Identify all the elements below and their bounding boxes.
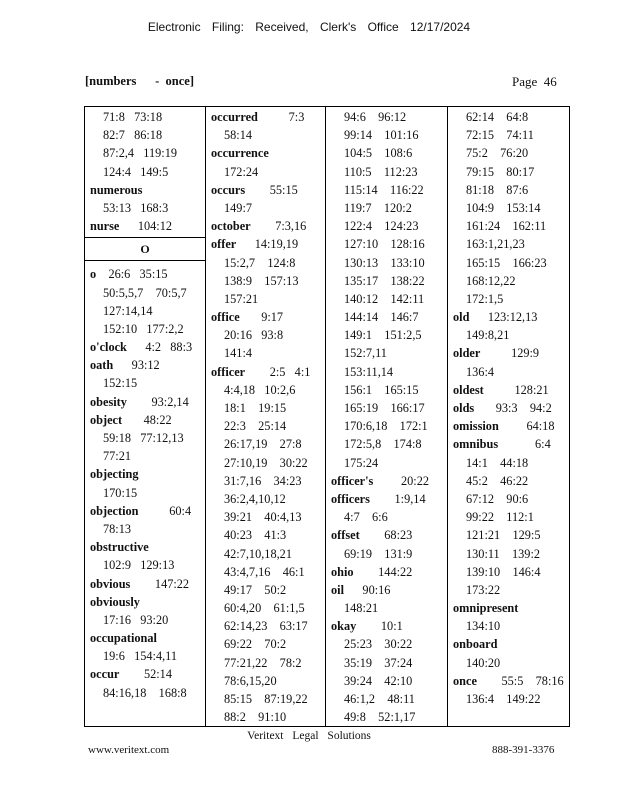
reference-line: 31:7,16 34:23	[224, 473, 302, 488]
term-word: o	[90, 267, 97, 282]
reference-line: 141:4	[224, 346, 253, 361]
reference-line: 39:21 40:4,13	[224, 510, 302, 525]
footer-website: www.veritext.com	[88, 744, 170, 756]
reference-line: 130:11 139:2	[466, 546, 541, 561]
reference-line: 88:2 91:10	[224, 710, 287, 725]
term-references: 93:3 94:2	[474, 401, 552, 415]
term-word: objecting	[90, 467, 139, 482]
filing-stamp: Electronic Filing: Received, Clerk's Office 12/17/2024	[147, 20, 471, 34]
term-references: 147:22	[130, 576, 190, 591]
index-term	[85, 356, 205, 374]
reference-line: 67:12 90:6	[466, 491, 529, 506]
index-term	[206, 363, 325, 381]
index-column-2	[206, 107, 326, 726]
term-references: 9:17	[239, 310, 284, 325]
reference-line: 78:13	[103, 521, 132, 536]
reference-line: 42:7,10,18,21	[224, 546, 292, 561]
reference-line: 149:1 151:2,5	[344, 328, 422, 343]
reference-line: 163:1,21,23	[466, 237, 525, 252]
reference-line: 72:15 74:11	[466, 128, 534, 143]
term-references: 68:23	[359, 528, 413, 543]
reference-line: 20:16 93:8	[224, 328, 284, 343]
reference-line: 99:22 112:1	[466, 510, 534, 525]
reference-line: 59:18 77:12,13	[103, 431, 184, 445]
footer-company: Veritext Legal Solutions	[247, 730, 371, 742]
reference-line: 62:14,23 63:17	[224, 619, 308, 634]
reference-line: 124:4 149:5	[103, 164, 169, 179]
index-term	[206, 235, 325, 253]
reference-line: 69:22 70:2	[224, 637, 287, 652]
reference-line: 149:8,21	[466, 328, 510, 343]
index-term	[326, 581, 447, 599]
reference-line: 27:10,19 30:22	[224, 455, 308, 470]
term-references: 64:18	[498, 419, 555, 434]
term-word: obvious	[90, 576, 131, 591]
term-references: 55:15	[245, 182, 298, 197]
index-term	[85, 665, 205, 683]
reference-line: 77:21,22 78:2	[224, 655, 302, 670]
term-word: obstructive	[90, 540, 149, 555]
reference-line: 26:17,19 27:8	[224, 437, 302, 452]
term-word: old	[453, 310, 470, 325]
index-term	[85, 393, 205, 411]
reference-line: 152:10 177:2,2	[103, 321, 184, 336]
term-references: 123:12,13	[469, 310, 538, 325]
reference-line: 149:7	[224, 200, 253, 215]
reference-line: 78:6,15,20	[224, 673, 277, 688]
reference-line: 50:5,5,7 70:5,7	[103, 285, 187, 300]
term-word: offset	[331, 528, 360, 543]
term-word: o'clock	[90, 340, 127, 355]
reference-line: 165:15 166:23	[466, 255, 547, 270]
reference-line: 62:14 64:8	[466, 110, 529, 124]
reference-line: 161:24 162:11	[466, 219, 547, 234]
reference-line: 152:15	[103, 376, 138, 391]
index-term	[326, 617, 447, 635]
reference-line: 172:5,8 174:8	[344, 437, 422, 452]
index-term	[85, 181, 205, 199]
index-column-4	[448, 107, 569, 726]
reference-line: 85:15 87:19,22	[224, 692, 308, 706]
term-word: office	[211, 310, 240, 325]
term-word: occurred	[211, 110, 258, 124]
term-references: 144:22	[353, 564, 413, 579]
term-word: officer's	[331, 473, 374, 488]
index-term	[448, 399, 569, 417]
index-term	[85, 465, 205, 483]
reference-line: 175:24	[344, 455, 379, 470]
term-word: oil	[331, 582, 344, 597]
index-term	[206, 308, 325, 326]
reference-line: 102:9 129:13	[103, 558, 175, 573]
term-word: officers	[331, 491, 370, 506]
reference-line: 40:23 41:3	[224, 528, 287, 543]
reference-line: 35:19 37:24	[344, 655, 413, 670]
reference-line: 94:6 96:12	[344, 110, 407, 124]
index-term	[206, 181, 325, 199]
reference-line: 168:12,22	[466, 273, 516, 288]
index-term	[85, 575, 205, 593]
term-word: oath	[90, 358, 114, 373]
term-word: olds	[453, 401, 475, 415]
reference-line: 156:1 165:15	[344, 382, 419, 397]
reference-line: 130:13 133:10	[344, 255, 425, 270]
term-word: onboard	[453, 637, 498, 652]
term-word: numerous	[90, 182, 143, 197]
reference-line: 121:21 129:5	[466, 528, 541, 543]
index-term	[326, 526, 447, 544]
term-references: 10:1	[356, 619, 403, 634]
term-word: objection	[90, 503, 139, 518]
index-term	[448, 599, 569, 617]
reference-line: 172:24	[224, 164, 259, 179]
index-term	[85, 265, 205, 283]
term-references: 48:22	[122, 412, 172, 427]
term-word: object	[90, 412, 123, 427]
reference-line: 152:7,11	[344, 346, 387, 361]
term-references: 7:3,16	[250, 219, 307, 234]
reference-line: 170:6,18 172:1	[344, 419, 428, 434]
term-references: 2:5 4:1	[245, 364, 311, 379]
reference-line: 134:10	[466, 619, 501, 634]
reference-line: 110:5 112:23	[344, 164, 418, 179]
index-term	[85, 538, 205, 556]
reference-line: 172:1,5	[466, 291, 504, 306]
term-word: obviously	[90, 594, 140, 609]
reference-line: 138:9 157:13	[224, 273, 299, 288]
reference-line: 144:14 146:7	[344, 310, 419, 325]
index-term	[85, 338, 205, 356]
reference-line: 77:21	[103, 449, 132, 464]
reference-line: 115:14 116:22	[344, 182, 424, 197]
index-term	[448, 635, 569, 653]
reference-line: 14:1 44:18	[466, 455, 529, 470]
page-number: Page 46	[512, 74, 557, 89]
index-term	[448, 308, 569, 326]
reference-line: 136:4 149:22	[466, 692, 541, 706]
index-column-1	[85, 107, 206, 726]
reference-line: 104:5 108:6	[344, 146, 413, 161]
index-term	[448, 417, 569, 435]
reference-line: 60:4,20 61:1,5	[224, 601, 305, 616]
reference-line: 170:15	[103, 485, 138, 500]
reference-line: 79:15 80:17	[466, 164, 535, 179]
reference-line: 49:17 50:2	[224, 582, 287, 597]
term-references: 129:9	[480, 346, 540, 361]
term-word: obesity	[90, 394, 127, 409]
reference-line: 82:7 86:18	[103, 128, 163, 143]
index-term	[85, 629, 205, 647]
term-word: officer	[211, 364, 246, 379]
reference-line: 69:19 131:9	[344, 546, 413, 561]
term-word: occur	[90, 667, 120, 682]
reference-line: 17:16 93:20	[103, 612, 169, 627]
reference-line: 87:2,4 119:19	[103, 146, 178, 161]
index-term	[206, 217, 325, 235]
index-term	[326, 472, 447, 490]
reference-line: 58:14	[224, 128, 253, 143]
term-references: 1:9,14	[369, 491, 426, 506]
reference-line: 43:4,7,16 46:1	[224, 564, 305, 579]
reference-line: 18:1 19:15	[224, 401, 287, 415]
letter-heading: O	[85, 237, 205, 261]
term-references: 6:4	[498, 437, 551, 452]
term-references: 128:21	[483, 382, 549, 397]
reference-line: 19:6 154:4,11	[103, 649, 178, 664]
reference-line: 84:16,18 168:8	[103, 685, 187, 700]
reference-line: 119:7 120:2	[344, 200, 412, 215]
reference-line: 153:11,14	[344, 364, 394, 379]
term-word: occurs	[211, 182, 246, 197]
term-word: occurrence	[211, 146, 269, 161]
reference-line: 140:12 142:11	[344, 291, 425, 306]
term-references: 104:12	[119, 219, 172, 234]
index-term	[85, 411, 205, 429]
reference-line: 25:23 30:22	[344, 637, 413, 652]
index-term	[85, 502, 205, 520]
footer-phone: 888-391-3376	[492, 744, 555, 756]
reference-line: 39:24 42:10	[344, 673, 413, 688]
reference-line: 99:14 101:16	[344, 128, 419, 143]
reference-line: 140:20	[466, 655, 501, 670]
index-column-3	[326, 107, 448, 726]
term-word: occupational	[90, 631, 157, 646]
term-word: nurse	[90, 219, 120, 234]
index-term	[85, 593, 205, 611]
reference-line: 22:3 25:14	[224, 419, 287, 434]
term-references: 26:6 35:15	[96, 267, 168, 282]
term-references: 90:16	[343, 582, 391, 597]
reference-line: 75:2 76:20	[466, 146, 529, 161]
reference-line: 46:1,2 48:11	[344, 692, 415, 706]
term-word: omnipresent	[453, 601, 519, 616]
reference-line: 4:4,18 10:2,6	[224, 382, 296, 397]
term-references: 55:5 78:16	[476, 673, 564, 688]
reference-line: 139:10 146:4	[466, 564, 541, 579]
reference-line: 135:17 138:22	[344, 273, 425, 288]
reference-line: 173:22	[466, 582, 501, 597]
reference-line: 71:8 73:18	[103, 110, 163, 124]
reference-line: 104:9 153:14	[466, 200, 541, 215]
reference-line: 49:8 52:1,17	[344, 710, 416, 725]
reference-line: 4:7 6:6	[344, 510, 388, 525]
index-term	[448, 344, 569, 362]
reference-line: 148:21	[344, 601, 379, 616]
reference-line: 157:21	[224, 291, 259, 306]
index-term	[326, 563, 447, 581]
index-term	[448, 672, 569, 690]
term-references: 14:19,19	[236, 237, 299, 252]
term-word: okay	[331, 619, 357, 634]
index-term	[206, 108, 325, 126]
term-word: omission	[453, 419, 499, 434]
term-word: offer	[211, 237, 237, 252]
index-term	[85, 217, 205, 235]
reference-line: 165:19 166:17	[344, 401, 425, 415]
term-word: omnibus	[453, 437, 499, 452]
reference-line: 53:13 168:3	[103, 200, 169, 215]
reference-line: 15:2,7 124:8	[224, 255, 296, 270]
term-references: 20:22	[373, 473, 430, 488]
term-word: october	[211, 219, 251, 234]
reference-line: 136:4	[466, 364, 495, 379]
term-word: ohio	[331, 564, 354, 579]
term-references: 52:14	[119, 667, 172, 682]
index-term	[326, 490, 447, 508]
reference-line: 36:2,4,10,12	[224, 491, 286, 506]
index-term	[448, 435, 569, 453]
reference-line: 127:10 128:16	[344, 237, 425, 252]
index-term	[448, 381, 569, 399]
term-word: oldest	[453, 382, 484, 397]
reference-line: 122:4 124:23	[344, 219, 419, 234]
reference-line: 127:14,14	[103, 303, 153, 318]
term-references: 4:2 88:3	[126, 340, 193, 355]
reference-line: 81:18 87:6	[466, 182, 529, 197]
index-term	[206, 144, 325, 162]
term-references: 60:4	[138, 503, 192, 518]
term-word: older	[453, 346, 481, 361]
term-references: 93:12	[113, 358, 160, 373]
index-range: [numbers - once]	[85, 74, 195, 88]
word-index-table	[84, 106, 570, 727]
term-word: once	[453, 673, 477, 688]
term-references: 93:2,14	[126, 394, 189, 409]
term-references: 7:3	[257, 110, 305, 124]
reference-line: 45:2 46:22	[466, 473, 529, 488]
